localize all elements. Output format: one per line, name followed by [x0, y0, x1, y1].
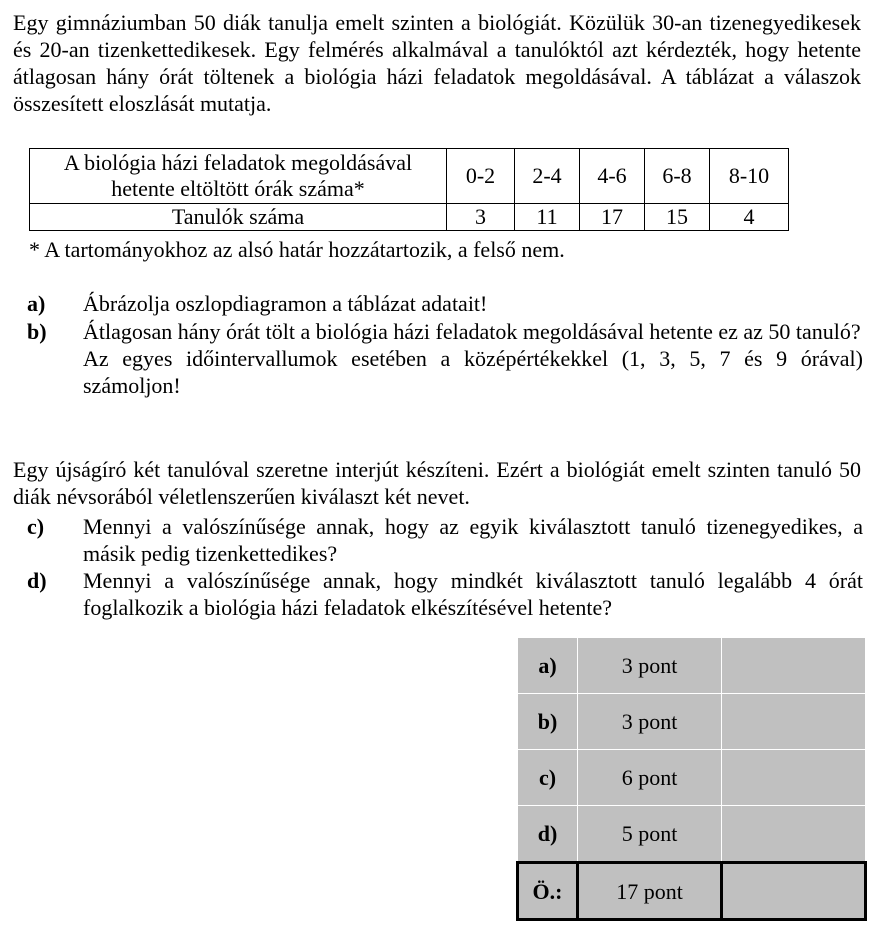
score-blank [722, 638, 866, 694]
row-label: Tanulók száma [30, 204, 447, 231]
score-points: 3 pont [578, 638, 722, 694]
header-line-1: A biológia házi feladatok megoldásával [63, 150, 413, 175]
task-label: c) [27, 514, 45, 539]
count-cell: 17 [580, 204, 645, 231]
score-blank [722, 806, 866, 863]
score-row [518, 638, 866, 694]
task-instruction: Az egyes időintervallumok esetében a középértékekkel (1, 3, 5, 7 és 9 órával) számoljon! [83, 346, 863, 398]
interval-cell: 4-6 [580, 149, 645, 204]
task-text: Mennyi a valószínűsége annak, hogy az egyik kiválasztott tanuló tizenegyedikes, a másik pedig tizenkettedikes? [83, 514, 863, 566]
score-blank [722, 750, 866, 806]
interval-cell: 6-8 [645, 149, 710, 204]
score-points: 5 pont [578, 806, 722, 863]
count-cell: 15 [645, 204, 710, 231]
task-a [27, 290, 863, 317]
score-points: 3 pont [578, 694, 722, 750]
score-blank [722, 694, 866, 750]
intro-paragraph-2: Egy újságíró két tanulóval szeretne interjút készíteni. Ezért a biológiát emelt szinten tanuló 50 diák névsorából véletlenszerűen kiválaszt két nevet. [13, 457, 861, 509]
total-points: 17 pont [578, 863, 722, 920]
task-label: a) [27, 291, 46, 316]
task-text: Mennyi a valószínűsége annak, hogy mindkét kiválasztott tanuló legalább 4 órát foglalkozik a biológia házi feladatok elkészítésével hetente? [83, 568, 863, 620]
table-header-row [30, 149, 789, 204]
count-cell: 11 [515, 204, 580, 231]
score-label: d) [518, 806, 578, 863]
task-d [27, 567, 863, 621]
score-label: c) [518, 750, 578, 806]
table-count-row [30, 204, 789, 231]
total-label: Ö.: [518, 863, 578, 920]
table-footnote: * A tartományokhoz az alsó határ hozzátartozik, a felső nem. [29, 237, 565, 262]
task-text: Átlagosan hány órát tölt a biológia házi feladatok megoldásával hetente ez az 50 tanuló? [83, 319, 861, 344]
total-blank [722, 863, 866, 920]
score-row [518, 806, 866, 863]
header-line-2: hetente eltöltött órák száma* [111, 176, 365, 201]
interval-cell: 8-10 [710, 149, 789, 204]
score-row [518, 694, 866, 750]
interval-cell: 0-2 [447, 149, 515, 204]
score-table [516, 637, 867, 921]
task-label: b) [27, 319, 47, 344]
task-label: d) [27, 568, 47, 593]
score-label: a) [518, 638, 578, 694]
score-label: b) [518, 694, 578, 750]
task-b [27, 318, 863, 399]
interval-cell: 2-4 [515, 149, 580, 204]
task-text: Ábrázolja oszlopdiagramon a táblázat adatait! [83, 291, 488, 316]
header-cell [30, 149, 447, 204]
task-c [27, 513, 863, 567]
count-cell: 3 [447, 204, 515, 231]
count-cell: 4 [710, 204, 789, 231]
score-points: 6 pont [578, 750, 722, 806]
intro-paragraph: Egy gimnáziumban 50 diák tanulja emelt szinten a biológiát. Közülük 30-an tizenegyedikesek és 20-an tizenkettedikesek. Egy felmérés alkalmával a tanulóktól azt kérdezték, hogy hetente átlagosan hány órát töltenek a biológia házi feladatok megoldásával. A táblázat a válaszok összesített eloszlását mutatja. [13, 10, 861, 116]
score-row [518, 750, 866, 806]
score-total-row [518, 863, 866, 920]
hours-table [29, 148, 789, 231]
